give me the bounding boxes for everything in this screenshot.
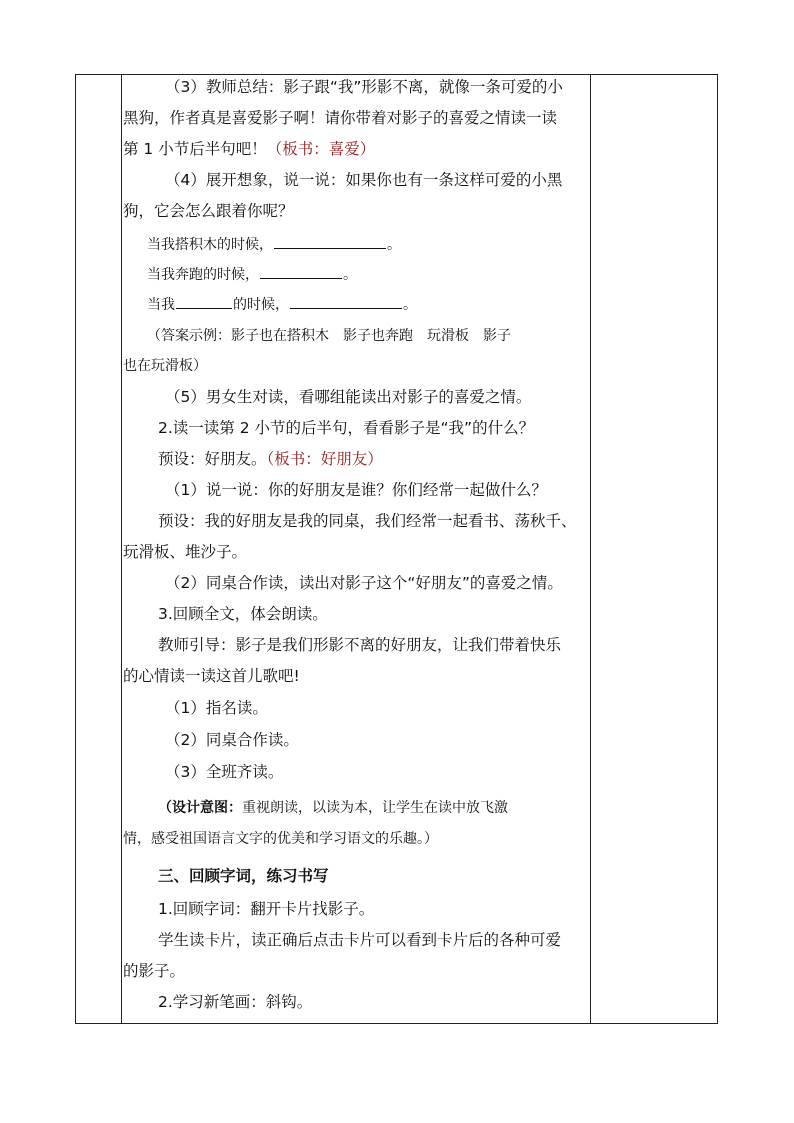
blank-line: [176, 294, 232, 309]
fill-blank-2: [147, 264, 357, 285]
p2-line2: 狗，它会怎么跟着你呢？: [123, 202, 294, 220]
p5-line: [158, 449, 383, 469]
blank-line: [290, 294, 402, 309]
p10-line2: 的心情读一读这首儿歌吧!: [123, 667, 300, 685]
fill-blank-3-mid: 的时候，: [233, 297, 289, 313]
fill-blank-1-prompt: 当我搭积木的时候，: [147, 237, 273, 253]
section-heading: 三、回顾字词，练习书写: [158, 867, 329, 885]
p15-line1: 学生读卡片，读正确后点击卡片可以看到卡片后的各种可爱: [158, 931, 562, 949]
fill-blank-3: [147, 294, 417, 315]
fill-blank-1: [147, 234, 401, 255]
p2-line1: （4）展开想象，说一说：如果你也有一条这样可爱的小黑: [165, 171, 563, 189]
fill-blank-1-end: 。: [387, 237, 401, 253]
p10-line1: 教师引导：影子是我们形影不离的好朋友，让我们带着快乐: [158, 636, 562, 654]
design-intent-line1: [158, 798, 508, 818]
p1-line1: （3）教师总结：影子跟“我”形影不离，就像一条可爱的小: [165, 78, 563, 96]
blank-line: [274, 234, 386, 249]
design-intent-text: 重视朗读，以读为本，让学生在读中放飞激: [242, 800, 508, 816]
p5-text: 预设：好朋友。: [158, 450, 267, 468]
p11-line: （1）指名读。: [165, 699, 268, 717]
column-divider-right: [590, 75, 591, 1023]
p1-line3: [123, 139, 375, 159]
p3-line: （5）男女生对读，看哪组能读出对影子的喜爱之情。: [165, 388, 532, 406]
fill-blank-3-end: 。: [403, 297, 417, 313]
p7-line1: 预设：我的好朋友是我的同桌，我们经常一起看书、荡秋千、: [158, 512, 577, 530]
column-divider-left: [121, 75, 122, 1023]
p14-line: 1.回顾字词：翻开卡片找影子。: [158, 900, 375, 918]
board-note-love: （板书：喜爱）: [266, 140, 376, 158]
fill-blank-2-end: 。: [343, 267, 357, 283]
board-note-friend: （板书：好朋友）: [266, 450, 383, 468]
p1-line2: 黑狗，作者真是喜爱影子啊！请你带着对影子的喜爱之情读一读: [123, 109, 558, 127]
p12-line: （2）同桌合作读。: [165, 731, 299, 749]
p7-line2: 玩滑板、堆沙子。: [123, 543, 248, 561]
answer-line2: 也在玩滑板）: [123, 358, 207, 374]
fill-blank-3-prompt: 当我: [147, 297, 175, 313]
p4-line: 2.读一读第 2 小节的后半句，看看影子是“我”的什么？: [158, 419, 535, 437]
design-intent-line2: 情，感受祖国语言文字的优美和学习语文的乐趣。）: [123, 831, 438, 847]
p1-line3-text: 第 1 小节后半句吧！: [123, 140, 267, 158]
p13-line: （3）全班齐读。: [165, 763, 284, 781]
answer-line1: （答案示例：影子也在搭积木 影子也奔跑 玩滑板 影子: [147, 328, 511, 344]
blank-line: [260, 264, 342, 279]
p8-line: （2）同桌合作读，读出对影子这个“好朋友”的喜爱之情。: [165, 574, 563, 592]
p6-line: （1）说一说：你的好朋友是谁？你们经常一起做什么？: [165, 481, 547, 499]
design-intent-label: （设计意图：: [158, 800, 242, 816]
fill-blank-2-prompt: 当我奔跑的时候，: [147, 267, 259, 283]
p15-line2: 的影子。: [123, 962, 186, 980]
p16-line: 2.学习新笔画：斜钩。: [158, 993, 313, 1011]
p9-line: 3.回顾全文，体会朗读。: [158, 605, 328, 623]
